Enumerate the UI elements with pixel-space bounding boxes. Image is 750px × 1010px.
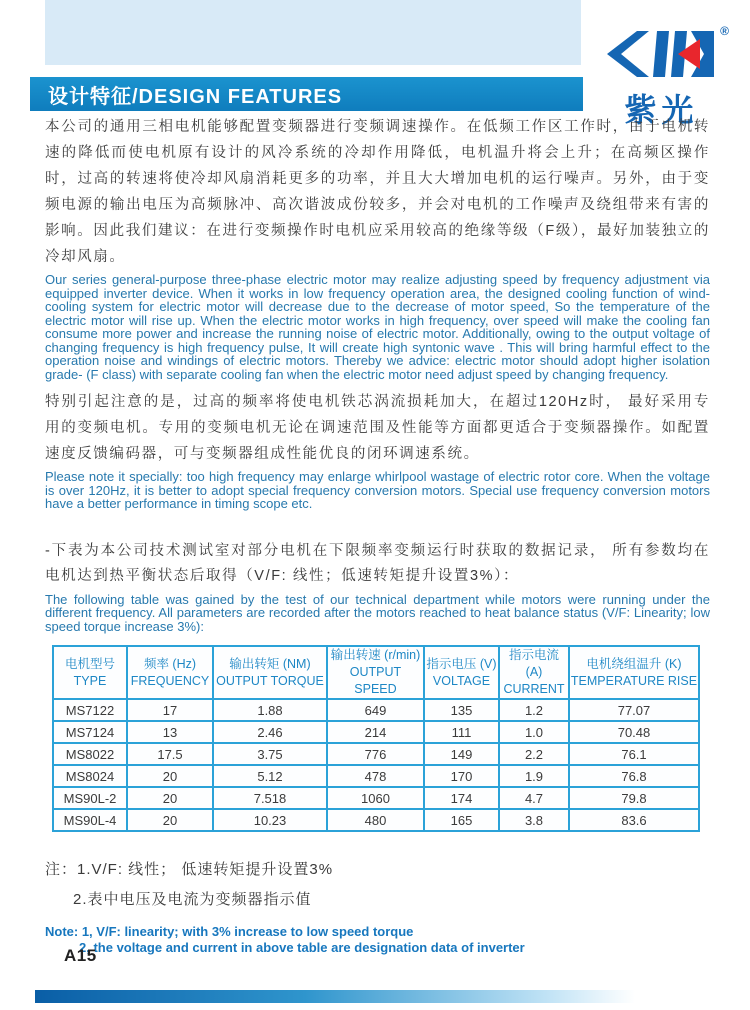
motor-test-table <box>52 645 700 832</box>
table-cell: 776 <box>327 743 424 765</box>
paragraph-cn-2: 特别引起注意的是，过高的频率将使电机铁芯涡流损耗加大，在超过120Hz时， 最好采用专用的变频电机。专用的变频电机无论在调速范围及性能等方面都更适合于变频器操作。如配置速度反馈编码器，可与变频器组成性能优良的闭环调速系统。 <box>45 394 710 462</box>
table-cell: 111 <box>424 721 499 743</box>
table-cell: 17.5 <box>127 743 213 765</box>
registered-mark-icon: ® <box>720 24 729 38</box>
page-number: A15 <box>64 946 97 965</box>
table-cell: 1.88 <box>213 699 327 721</box>
footer-band <box>35 990 635 1003</box>
table-cell: MS7124 <box>53 721 127 743</box>
table-cell: 135 <box>424 699 499 721</box>
table-cell: 165 <box>424 809 499 831</box>
table-body <box>53 699 699 831</box>
table-intro-en: The following table was gained by the test of our technical department while motors were running under the different frequency. All parameters are recorded after the motors reached to heat balance status (V/F: Linearity; low speed torque increase 3%): <box>45 591 710 634</box>
table-cell: 1.0 <box>499 721 569 743</box>
column-header: 指示电流 (A) CURRENT <box>499 646 569 699</box>
column-header: 电机型号 TYPE <box>53 646 127 699</box>
paragraph-cn-1: 本公司的通用三相电机能够配置变频器进行变频调速操作。在低频工作区工作时，由于电机转速的降低而使电机原有设计的风冷系统的冷却作用降低，电机温升将会上升；在高频区操作时，过高的转速将使冷却风扇消耗更多的功率，并且大大增加电机的运行噪声。另外，由于变频电源的输出电压为高频脉冲、高次谐波成份较多，并会对电机的工作噪声及绕组带来有害的影响。因此我们建议：在进行变频操作时电机应采用较高的绝缘等级（F级），最好加装独立的冷却风扇。 <box>45 119 710 265</box>
column-header: 指示电压 (V) VOLTAGE <box>424 646 499 699</box>
table-cell: 170 <box>424 765 499 787</box>
table-cell: 17 <box>127 699 213 721</box>
table-intro-cn: -下表为本公司技术测试室对部分电机在下限频率变频运行时获取的数据记录， 所有参数均在电机达到热平衡状态后取得（V/F: 线性；低速转矩提升设置3%）： <box>45 542 710 584</box>
table-cell: 70.48 <box>569 721 699 743</box>
table-cell: 5.12 <box>213 765 327 787</box>
table-cell: 2.2 <box>499 743 569 765</box>
note-en-line2: 2, the voltage and current in above table are designation data of inverter <box>79 940 525 955</box>
table-cell: MS90L-2 <box>53 787 127 809</box>
table-cell: 1.9 <box>499 765 569 787</box>
note-en-line1: Note: 1, V/F: linearity; with 3% increase to low speed torque <box>45 924 414 939</box>
table-cell: 10.23 <box>213 809 327 831</box>
brand-name: 紫光 <box>624 92 699 128</box>
table-row <box>53 809 699 831</box>
table-cell: MS8024 <box>53 765 127 787</box>
page-content <box>45 0 710 955</box>
table-cell: 13 <box>127 721 213 743</box>
table-cell: 7.518 <box>213 787 327 809</box>
table-cell: 478 <box>327 765 424 787</box>
table-cell: 649 <box>327 699 424 721</box>
table-cell: 76.8 <box>569 765 699 787</box>
column-header: 输出转速 (r/min) OUTPUT SPEED <box>327 646 424 699</box>
table-cell: 83.6 <box>569 809 699 831</box>
column-header: 频率 (Hz) FREQUENCY <box>127 646 213 699</box>
table-row <box>53 699 699 721</box>
table-cell: 480 <box>327 809 424 831</box>
table-cell: 3.8 <box>499 809 569 831</box>
table-header-row <box>53 646 699 699</box>
column-header: 电机绕组温升 (K) TEMPERATURE RISE <box>569 646 699 699</box>
table-cell: MS8022 <box>53 743 127 765</box>
table-row <box>53 765 699 787</box>
note-cn-line1: 注：1.V/F: 线性； 低速转矩提升设置3% <box>45 861 334 878</box>
note-cn-line2: 2.表中电压及电流为变频器指示值 <box>73 891 312 908</box>
table-cell: 77.07 <box>569 699 699 721</box>
table-cell: 76.1 <box>569 743 699 765</box>
table-cell: 2.46 <box>213 721 327 743</box>
table-cell: 20 <box>127 809 213 831</box>
table-cell: 174 <box>424 787 499 809</box>
table-cell: 20 <box>127 787 213 809</box>
table-cell: 214 <box>327 721 424 743</box>
table-cell: MS7122 <box>53 699 127 721</box>
paragraph-en-1: Our series general-purpose three-phase electric motor may realize adjusting speed by frequency adjustment via equipped inverter device. When it works in low frequency operation area, the designed cooling function of wind-cooling system for electric motor will decrease due to the decrease of motor speed, So the temperature of the electric motor will rise up. When the electric motor works in high frequency, over speed will make the cooling fan consume more power and increase the running noise of electric motor. Additionally, owing to the output voltage of changing frequency is high frequency pulse, It will create high syntonic wave . This will bring harmful effect to the operation noise and windings of electric motors. Thereby we advice: electric motor should adopt higher isolation grade- (F class) with separate cooling fan when the electric motor need adjust speed by changing frequency. <box>45 272 710 382</box>
section-title: 设计特征/DESIGN FEATURES <box>48 85 343 108</box>
paragraph-en-2: Please note it specially: too high frequency may enlarge whirlpool wastage of electric rotor core. When the voltage is over 120Hz, it is better to adopt special frequency conversion motors. Special use frequency conversion motors have a better performance in timing scope etc. <box>45 469 710 511</box>
table-header-row <box>53 646 699 699</box>
table-cell: 3.75 <box>213 743 327 765</box>
table-cell: MS90L-4 <box>53 809 127 831</box>
table-cell: 1060 <box>327 787 424 809</box>
table-cell: 1.2 <box>499 699 569 721</box>
table-row <box>53 721 699 743</box>
table-row <box>53 787 699 809</box>
table-cell: 4.7 <box>499 787 569 809</box>
table-cell: 20 <box>127 765 213 787</box>
table-cell: 149 <box>424 743 499 765</box>
table-cell: 79.8 <box>569 787 699 809</box>
column-header: 输出转矩 (NM) OUTPUT TORQUE <box>213 646 327 699</box>
table-row <box>53 743 699 765</box>
